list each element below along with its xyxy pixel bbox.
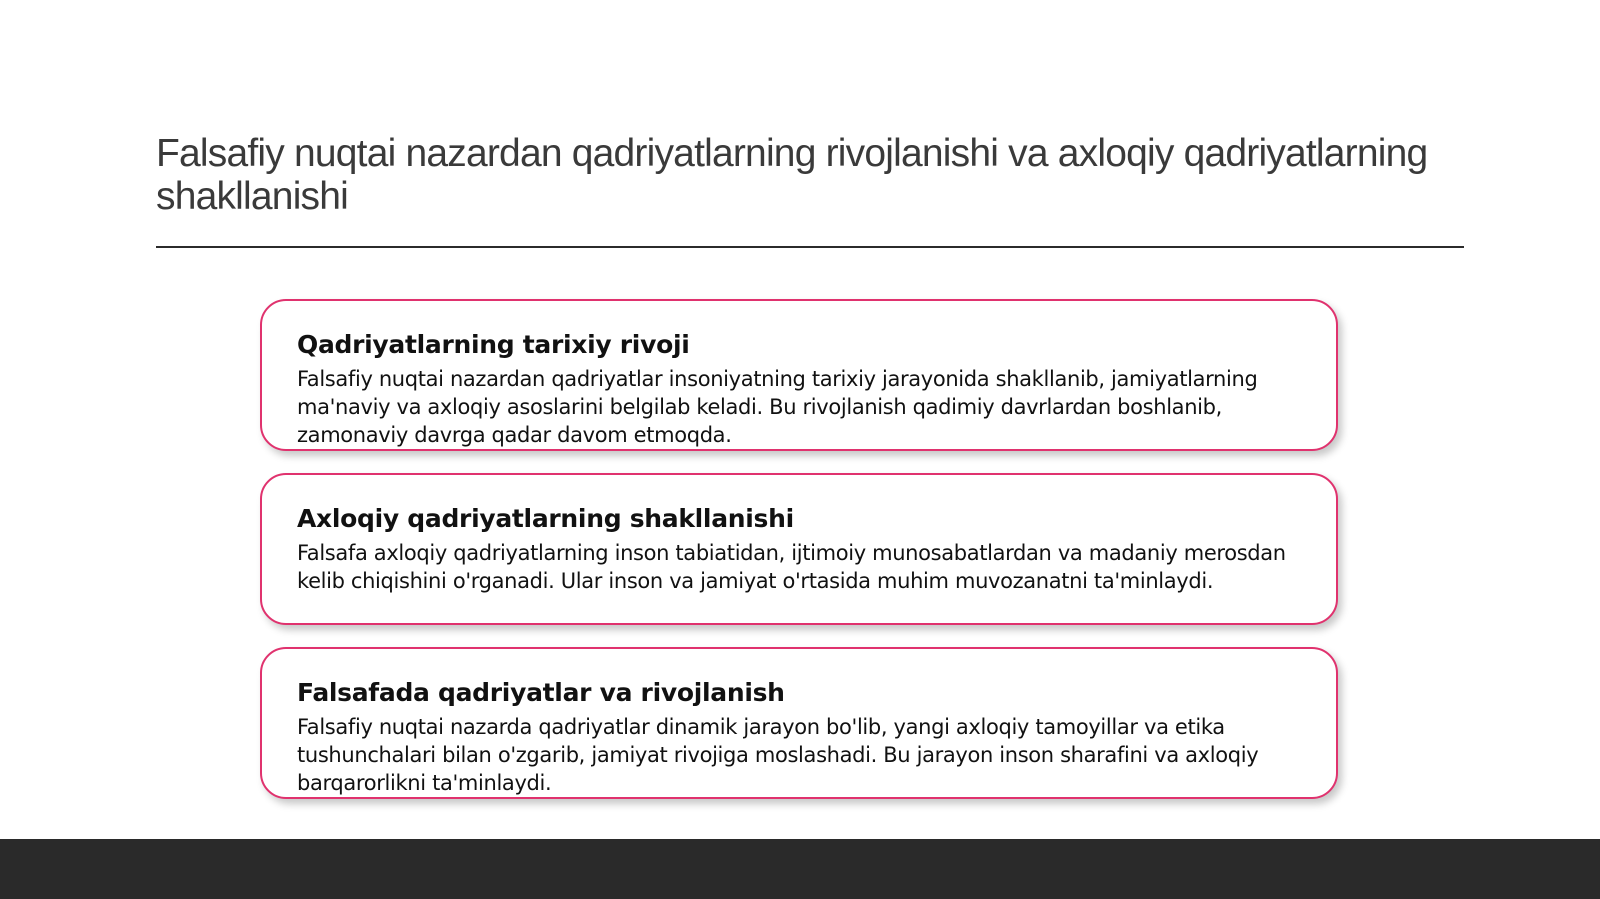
info-card-values-in-philosophy xyxy=(260,647,1338,799)
title-divider xyxy=(156,246,1464,248)
card-heading: Axloqiy qadriyatlarning shakllanishi xyxy=(297,504,794,533)
card-body-text: Falsafiy nuqtai nazardan qadriyatlar insoniyatning tarixiy jarayonida shakllanib, jamiyatlarning ma'naviy va axloqiy asoslarini belgilab keladi. Bu rivojlanish qadimiy davrlardan boshlanib, zamonaviy davrga qadar davom etmoqda. xyxy=(297,367,1258,447)
card-heading: Qadriyatlarning tarixiy rivoji xyxy=(297,330,690,359)
slide-title: Falsafiy nuqtai nazardan qadriyatlarning rivojlanishi va axloqiy qadriyatlarning shakllanishi xyxy=(156,132,1428,218)
card-heading: Falsafada qadriyatlar va rivojlanish xyxy=(297,678,785,707)
footer-bar xyxy=(0,839,1600,899)
card-body-text: Falsafa axloqiy qadriyatlarning inson tabiatidan, ijtimoiy munosabatlardan va madaniy merosdan kelib chiqishini o'rganadi. Ular inson va jamiyat o'rtasida muhim muvozanatni ta'minlaydi. xyxy=(297,541,1286,593)
info-card-moral-values-formation xyxy=(260,473,1338,625)
card-body-text: Falsafiy nuqtai nazarda qadriyatlar dinamik jarayon bo'lib, yangi axloqiy tamoyillar va etika tushunchalari bilan o'zgarib, jamiyat rivojiga moslashadi. Bu jarayon inson sharafini va axloqiy barqarorlikni ta'minlaydi. xyxy=(297,715,1259,795)
info-card-historical-development xyxy=(260,299,1338,451)
